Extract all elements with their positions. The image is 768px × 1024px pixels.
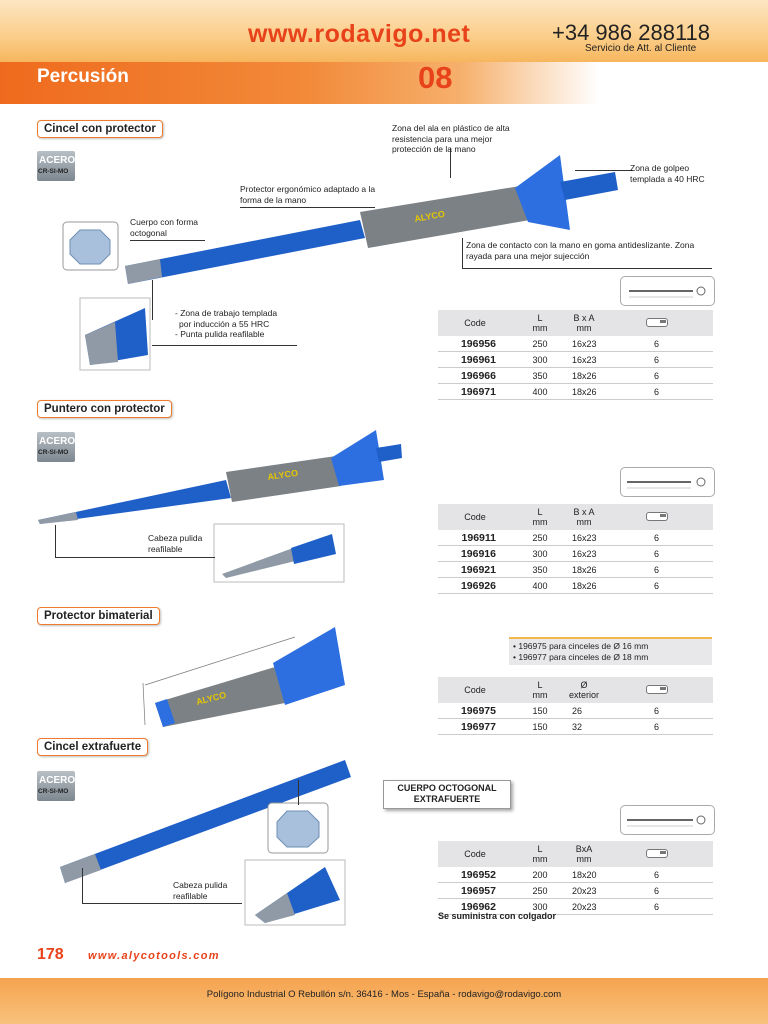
col-code: Code	[438, 677, 512, 703]
cell-code: 196961	[438, 352, 512, 368]
octagonal-label-1: CUERPO OCTOGONAL	[397, 783, 497, 793]
col-l: L mm	[512, 841, 568, 867]
badge-line2: CR-SI-MO	[38, 788, 69, 795]
table-row	[438, 578, 713, 594]
table-row	[438, 562, 713, 578]
table-row	[438, 530, 713, 546]
heavy-chisel-tip	[60, 854, 101, 883]
octagonal-label-2: EXTRAFUERTE	[413, 794, 481, 804]
cell-code: 196952	[438, 867, 512, 883]
table-row	[438, 384, 713, 400]
grip-brand: ALYCO	[266, 467, 299, 482]
badge-line2: CR-SI-MO	[38, 168, 69, 175]
plier-pack-icon	[646, 685, 668, 694]
callout-line	[152, 280, 153, 320]
cell-l: 300	[512, 352, 568, 368]
cell-size: 16x23	[568, 352, 600, 368]
grip-brand: ALYCO	[195, 689, 228, 707]
cell-size: 16x23	[568, 336, 600, 352]
cell-qty: 6	[600, 883, 713, 899]
site-url-link[interactable]: www.rodavigo.net	[248, 20, 471, 48]
callout-line	[575, 170, 633, 171]
table-row	[438, 719, 713, 735]
col-code: Code	[438, 504, 512, 530]
note-work-2: por inducción a 55 HRC	[179, 318, 270, 329]
col-code: Code	[438, 841, 512, 867]
cell-l: 250	[512, 530, 568, 546]
callout-line	[462, 238, 463, 268]
cell-size: 20x23	[568, 899, 600, 915]
note-grip: Protector ergonómico adaptado a la forma de la mano	[240, 184, 376, 205]
table-row	[438, 703, 713, 719]
cell-l: 350	[512, 368, 568, 384]
plier-pack-icon	[646, 849, 668, 858]
cell-qty: 6	[600, 352, 713, 368]
callout-line	[82, 903, 242, 904]
col-l: L mm	[512, 677, 568, 703]
cell-code: 196911	[438, 530, 512, 546]
cell-qty: 6	[600, 546, 713, 562]
cell-size: 18x26	[568, 562, 600, 578]
footer-address: Polígono Industrial O Rebullón s/n. 36416 - Mos - España - rodavigo@rodavigo.com	[206, 989, 562, 1000]
strike-head	[560, 172, 618, 200]
cell-size: 18x20	[568, 867, 600, 883]
col-size: B x A mm	[568, 310, 600, 336]
page-number: 178	[37, 946, 64, 963]
cell-l: 350	[512, 562, 568, 578]
col-size: B x A mm	[568, 504, 600, 530]
col-l: L mm	[512, 504, 568, 530]
col-pack	[600, 841, 713, 867]
cell-size: 16x23	[568, 530, 600, 546]
technical-drawing-2	[620, 467, 715, 497]
product-title-cincel-protector: Cincel con protector	[37, 120, 163, 138]
spec-table-2	[438, 504, 713, 594]
badge-line1: ACERO	[39, 775, 76, 786]
note-work-3: - Punta pulida reafilable	[175, 329, 265, 339]
callout-line	[298, 780, 299, 805]
octagon-icon	[70, 230, 110, 264]
footer-band	[0, 978, 768, 1024]
cell-qty: 6	[600, 384, 713, 400]
cell-l: 300	[512, 899, 568, 915]
cell-code: 196921	[438, 562, 512, 578]
cell-size: 20x23	[568, 883, 600, 899]
chisel-tip	[125, 259, 162, 284]
note-strike: Zona de golpeo templada a 40 HRC	[630, 163, 705, 184]
fit-info-1: • 196975 para cinceles de Ø 16 mm	[513, 641, 649, 651]
product-title-puntero: Puntero con protector	[37, 400, 172, 418]
product-title-extrafuerte: Cincel extrafuerte	[37, 738, 148, 756]
pointer-with-guard-image	[36, 428, 416, 588]
callout-line	[130, 240, 205, 241]
cell-qty: 6	[600, 530, 713, 546]
table-row	[438, 336, 713, 352]
cell-code: 196962	[438, 899, 512, 915]
grip-brand: ALYCO	[413, 208, 446, 224]
table-row	[438, 867, 713, 883]
note-body: Cuerpo con forma octogonal	[130, 217, 199, 238]
plier-pack-icon	[646, 512, 668, 521]
cell-size: 18x26	[568, 384, 600, 400]
callout-line	[152, 345, 297, 346]
callout-line	[55, 525, 56, 557]
cell-l: 250	[512, 336, 568, 352]
cell-code: 196971	[438, 384, 512, 400]
cell-l: 400	[512, 578, 568, 594]
callout-line	[462, 268, 712, 269]
fit-info-box	[509, 637, 712, 665]
cell-qty: 6	[600, 719, 713, 735]
cell-code: 196926	[438, 578, 512, 594]
pointer-guard	[331, 430, 384, 486]
cell-l: 250	[512, 883, 568, 899]
col-pack	[600, 504, 713, 530]
note-head-pointer: Cabeza pulida reafilable	[148, 533, 203, 554]
bimaterial-guard-image	[135, 625, 355, 735]
spec-table-4	[438, 841, 713, 915]
cell-size: 18x26	[568, 578, 600, 594]
cell-qty: 6	[600, 703, 713, 719]
note-wing: Zona del ala en plástico de alta resistencia para una mejor protección de la mano	[392, 123, 510, 154]
pointer-head	[376, 444, 402, 462]
technical-drawing-4	[620, 805, 715, 835]
callout-line	[240, 207, 375, 208]
cell-size: 32	[568, 719, 600, 735]
cell-qty: 6	[600, 867, 713, 883]
section-title: Percusión	[37, 66, 129, 87]
cell-qty: 6	[600, 562, 713, 578]
col-pack	[600, 677, 713, 703]
cell-code: 196956	[438, 336, 512, 352]
cell-size: 18x26	[568, 368, 600, 384]
table-row	[438, 352, 713, 368]
plier-pack-icon	[646, 318, 668, 327]
spec-table-3	[438, 677, 713, 735]
guard-cone	[273, 627, 345, 705]
octagon-icon	[277, 811, 319, 847]
hanger-note: Se suministra con colgador	[438, 911, 557, 921]
cell-code: 196977	[438, 719, 512, 735]
table-row	[438, 883, 713, 899]
pointer-tip	[38, 512, 78, 524]
product-title-protector: Protector bimaterial	[37, 607, 160, 625]
col-size: BxA mm	[568, 841, 600, 867]
cell-qty: 6	[600, 368, 713, 384]
note-work	[175, 308, 305, 340]
cell-qty: 6	[600, 899, 713, 915]
badge-line1: ACERO	[39, 155, 76, 166]
cell-l: 150	[512, 719, 568, 735]
note-work-1: - Zona de trabajo templada	[175, 308, 278, 318]
footer-url-link[interactable]: www.alycotools.com	[88, 950, 220, 962]
service-label: Servicio de Att. al Cliente	[585, 43, 697, 54]
cell-l: 300	[512, 546, 568, 562]
cell-qty: 6	[600, 336, 713, 352]
cell-code: 196916	[438, 546, 512, 562]
cell-code: 196975	[438, 703, 512, 719]
col-l: L mm	[512, 310, 568, 336]
cell-l: 150	[512, 703, 568, 719]
cell-qty: 6	[600, 578, 713, 594]
badge-line1: ACERO	[39, 436, 76, 447]
technical-drawing-1	[620, 276, 715, 306]
section-number: 08	[418, 60, 453, 95]
cell-l: 200	[512, 867, 568, 883]
octagonal-body-label	[383, 780, 511, 809]
cell-l: 400	[512, 384, 568, 400]
fit-info-2: • 196977 para cinceles de Ø 18 mm	[513, 652, 649, 662]
spec-table-1	[438, 310, 713, 400]
cell-code: 196966	[438, 368, 512, 384]
col-diameter: Ø exterior	[568, 677, 600, 703]
badge-line2: CR-SI-MO	[38, 449, 69, 456]
cell-code: 196957	[438, 883, 512, 899]
callout-line	[55, 557, 215, 558]
cell-size: 16x23	[568, 546, 600, 562]
callout-line	[82, 868, 83, 903]
table-row	[438, 368, 713, 384]
cell-size: 26	[568, 703, 600, 719]
col-pack	[600, 310, 713, 336]
note-head-heavy: Cabeza pulida reafilable	[173, 880, 228, 901]
col-code: Code	[438, 310, 512, 336]
table-row	[438, 546, 713, 562]
phone-number: +34 986 288118	[552, 20, 711, 45]
note-contact: Zona de contacto con la mano en goma antideslizante. Zona rayada para una mejor sujección	[466, 240, 695, 261]
